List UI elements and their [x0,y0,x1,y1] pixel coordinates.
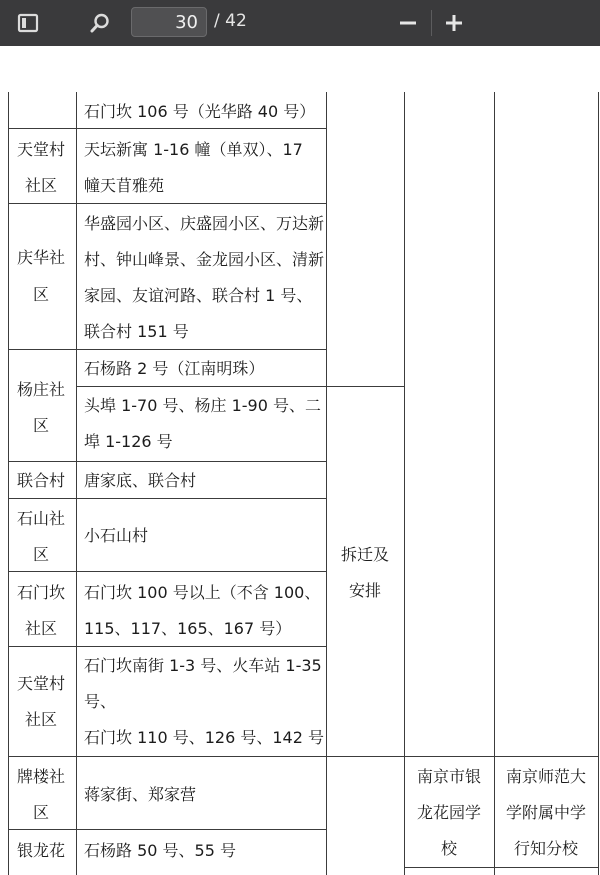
community-cell: 石山社 [16,509,65,528]
community-cell: 杨庄社 [16,380,65,399]
middle-school-cell: 南京师范大 [505,767,586,786]
community-cell: 区 [32,416,49,435]
primary-school-cell: 校 [440,839,457,858]
community-cell: 区 [32,285,49,304]
address-cell: 石门坎 106 号（光华路 40 号） [84,102,316,121]
community-cell: 社区 [24,619,57,638]
document-page [0,46,600,875]
community-cell: 石门坎 [16,583,65,602]
address-cell: 号、 [84,692,117,711]
community-cell: 天堂村 [16,674,65,693]
community-cell: 庆华社 [16,248,65,267]
address-cell: 埠 1-126 号 [84,432,173,451]
minus-icon [398,13,418,33]
address-cell: 蒋家街、郑家营 [84,785,197,804]
address-cell: 天坛新寓 1-16 幢（单双）、17 [84,140,303,159]
address-cell: 115、117、165、167 号） [84,619,292,638]
sidebar-toggle-icon [17,13,39,33]
sidebar-toggle-button[interactable] [14,10,42,36]
community-cell: 区 [32,803,49,822]
community-cell: 联合村 [16,471,65,490]
address-cell: 石杨路 2 号（江南明珠） [84,359,265,378]
zoom-in-button[interactable] [440,9,468,37]
note-cell: 安排 [348,581,381,600]
community-cell: 牌楼社 [16,767,65,786]
primary-school-cell: 南京市银 [416,767,481,786]
address-cell: 幢天苜雅苑 [84,176,165,195]
community-cell: 区 [32,545,49,564]
middle-school-cell: 学附属中学 [505,803,586,822]
address-cell: 头埠 1-70 号、杨庄 1-90 号、二 [84,396,321,415]
address-cell: 家园、友谊河路、联合村 1 号、 [84,286,313,305]
plus-icon [444,13,464,33]
page-number-input[interactable] [131,7,207,37]
address-cell: 村、钟山峰景、金龙园小区、清新 [84,250,325,269]
address-cell: 华盛园小区、庆盛园小区、万达新 [84,214,325,233]
search-icon [89,12,111,34]
page-total-label: / 42 [214,11,247,31]
note-cell: 拆迁及 [340,545,389,564]
community-cell: 天堂村 [16,140,65,159]
pdf-viewer-toolbar [0,0,600,46]
toolbar-divider [431,10,432,36]
zoom-out-button[interactable] [394,9,422,37]
address-cell: 联合村 151 号 [84,322,189,341]
address-cell: 石门坎 110 号、126 号、142 号 [84,728,324,747]
search-button[interactable] [86,10,114,36]
primary-school-cell: 龙花园学 [416,803,481,822]
address-cell: 唐家底、联合村 [84,471,197,490]
address-cell: 石杨路 50 号、55 号 [84,841,236,860]
community-cell: 银龙花 [16,841,65,860]
community-cell: 社区 [24,710,57,729]
address-cell: 石门坎 100 号以上（不含 100、 [84,583,321,602]
address-cell: 石门坎南街 1-3 号、火车站 1-35 [84,656,322,675]
middle-school-cell: 行知分校 [513,839,578,858]
community-cell: 社区 [24,176,57,195]
address-cell: 小石山村 [84,526,149,545]
